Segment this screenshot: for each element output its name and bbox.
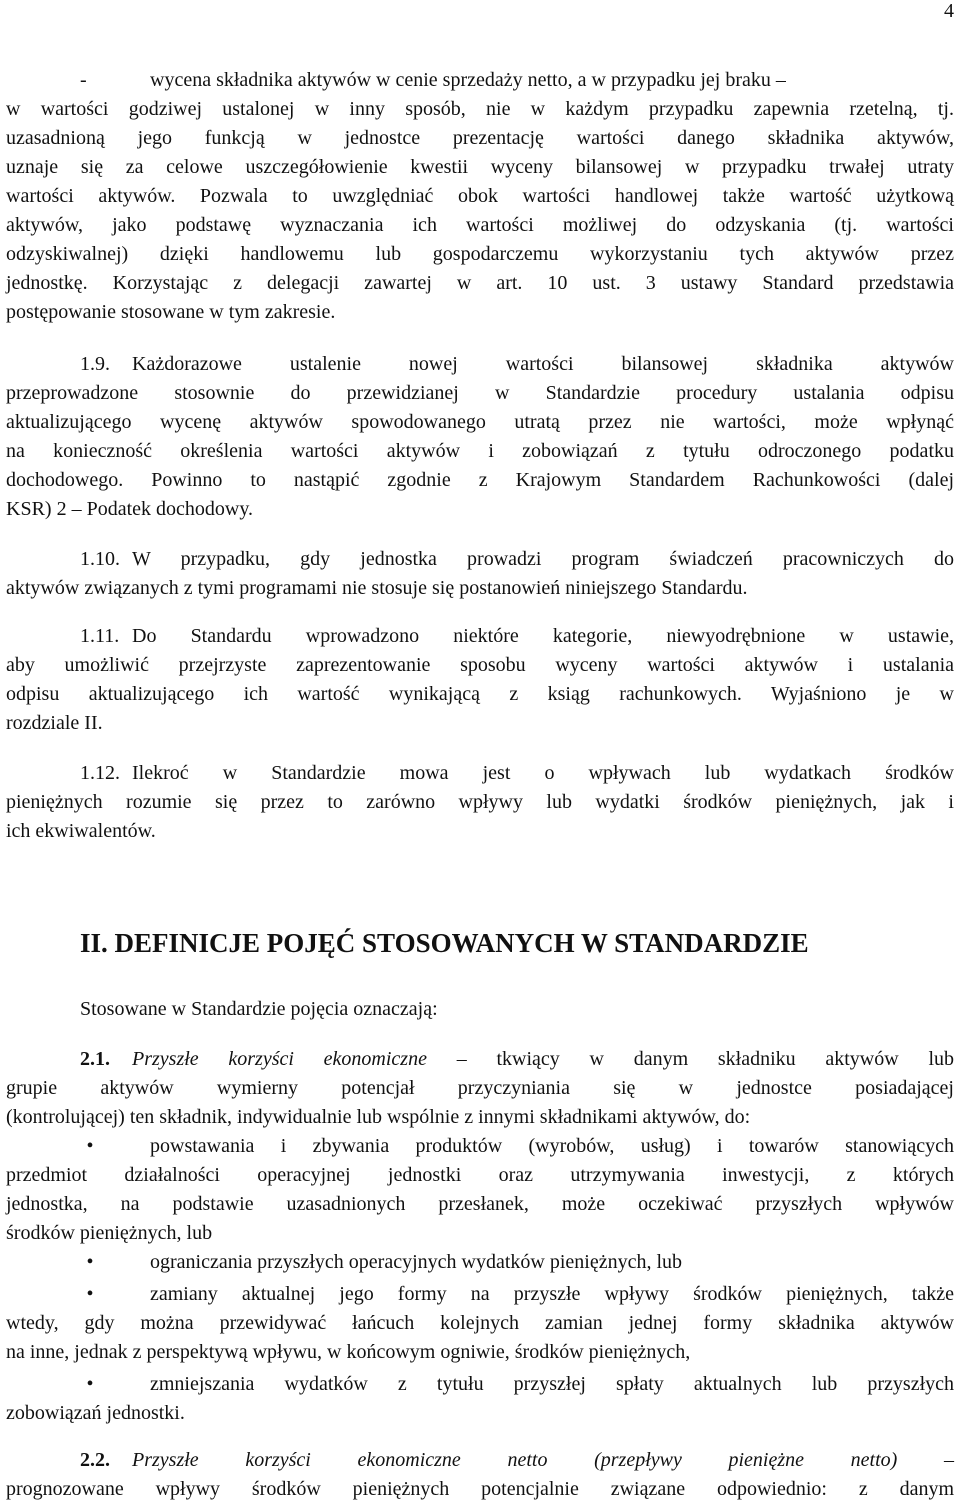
text-line: - wycena składnika aktywów w cenie sprzedaży netto, a w przypadku jej braku – [80,69,786,91]
paragraph-1-9-first-line: 1.9. Każdorazowe ustalenie nowej wartości bilansowej składnika aktywów [80,350,954,379]
text-line: jednostka, na podstawie uzasadnionych przesłanek, może oczekiwać przyszłych wpływów [6,1193,954,1215]
text-line: zobowiązań jednostki. [6,1402,185,1424]
bullet-item: powstawania i zbywania produktów (wyrobów, usług) i towarów stanowiących [150,1135,954,1157]
paragraph-1-10-first-line: 1.10. W przypadku, gdy jednostka prowadzi program świadczeń pracowniczych do [80,545,954,574]
section-heading: II. DEFINICJE POJĘĆ STOSOWANYCH W STANDARDZIE [80,928,809,958]
text-line: postępowanie stosowane w tym zakresie. [6,301,336,323]
text-line: w wartości godziwej ustalonej w inny sposób, nie w każdym przypadku zapewnia rzetelną, tj. [6,98,954,120]
text-line: aktualizującego wycenę aktywów spowodowanego utratą przez nie wartości, może wpłynąć [6,411,954,433]
text-line: uznaje się za celowe uszczegółowienie kwestii wyceny bilansowej w przypadku trwałej utraty [6,156,954,178]
paragraph-number: 2.1. [80,1048,110,1070]
bullet-icon: • [86,1251,94,1273]
paragraph-number: 1.10. [80,548,120,570]
defined-term: Przyszłe korzyści ekonomiczne [132,1048,427,1070]
text-line: wtedy, gdy można przewidywać łańcuch kolejnych zamian jednej formy składnika aktywów [6,1312,954,1334]
text-line: odzyskiwalnej) dzięki handlowemu lub gospodarczemu wykorzystaniu tych aktywów przez [6,243,954,265]
text-line: KSR) 2 – Podatek dochodowy. [6,498,254,520]
text-line: ich ekwiwalentów. [6,820,156,842]
bullet-icon: • [86,1283,94,1305]
text-line: jednostkę. Korzystając z delegacji zawartej w art. 10 ust. 3 ustawy Standard przedstawia [6,272,954,294]
text-line: uzasadnioną jego funkcją w jednostce prezentację wartości danego składnika aktywów, [6,127,954,149]
text-line: przedmiot działalności operacyjnej jednostki oraz utrzymywania inwestycji, z których [6,1164,954,1186]
text-line: odpisu aktualizującego ich wartość wynikającą z ksiąg rachunkowych. Wyjaśniono je w [6,683,954,705]
page-number: 4 [944,0,954,22]
text-line: aktywów, jako podstawę wyznaczania ich wartości możliwej do odzyskania (tj. wartości [6,214,954,236]
defined-term: Przyszłe korzyści ekonomiczne netto (przepływy pieniężne netto) [132,1449,898,1471]
text-line: na inne, jednak z perspektywą wpływu, w końcowym ogniwie, środków pieniężnych, [6,1341,691,1363]
definition-2-1-first-line: 2.1. Przyszłe korzyści ekonomiczne – tkwiący w danym składniku aktywów lub [80,1045,954,1074]
text-line: rozdziale II. [6,712,103,734]
text-line: pieniężnych rozumie się przez to zarówno wpływy lub wydatki środków pieniężnych, jak i [6,791,954,813]
text-line: dochodowego. Powinno to nastąpić zgodnie z Krajowym Standardem Rachunkowości (dalej [6,469,954,491]
text-line: prognozowane wpływy środków pieniężnych potencjalnie związane odpowiednio: z danym [6,1478,954,1500]
text-line: przeprowadzone stosownie do przewidzianej w Standardzie procedury ustalania odpisu [6,382,954,404]
paragraph-number: 1.12. [80,762,120,784]
bullet-item: zmniejszania wydatków z tytułu przyszłej spłaty aktualnych lub przyszłych [150,1373,954,1395]
paragraph-number: 1.9. [80,353,110,375]
paragraph-number: 2.2. [80,1449,110,1471]
section-intro: Stosowane w Standardzie pojęcia oznaczają: [80,998,438,1020]
text-line: na konieczność określenia wartości aktywów i zobowiązań z tytułu odroczonego podatku [6,440,954,462]
paragraph-1-11-first-line: 1.11. Do Standardu wprowadzono niektóre kategorie, niewyodrębnione w ustawie, [80,622,954,651]
bullet-icon: • [86,1135,94,1157]
bullet-item: ograniczania przyszłych operacyjnych wydatków pieniężnych, lub [150,1251,683,1273]
text-line: grupie aktywów wymierny potencjał przyczyniania się w jednostce posiadającej [6,1077,954,1099]
bullet-icon: • [86,1373,94,1395]
text-line: aby umożliwić przejrzyste zaprezentowanie sposobu wyceny wartości aktywów i ustalania [6,654,954,676]
text-line: aktywów związanych z tymi programami nie stosuje się postanowień niniejszego Standardu. [6,577,748,599]
text-line: wartości aktywów. Pozwala to uwzględniać obok wartości handlowej także wartość użytkową [6,185,954,207]
paragraph-number: 1.11. [80,625,120,647]
text-line: (kontrolującej) ten składnik, indywidualnie lub wspólnie z innymi składnikami aktywów, do: [6,1106,751,1128]
text-line: środków pieniężnych, lub [6,1222,213,1244]
paragraph-1-12-first-line: 1.12. Ilekroć w Standardzie mowa jest o wpływach lub wydatkach środków [80,759,954,788]
bullet-item: zamiany aktualnej jego formy na przyszłe wpływy środków pieniężnych, także [150,1283,954,1305]
definition-2-2-first-line: 2.2. Przyszłe korzyści ekonomiczne netto (przepływy pieniężne netto) – [80,1446,954,1475]
